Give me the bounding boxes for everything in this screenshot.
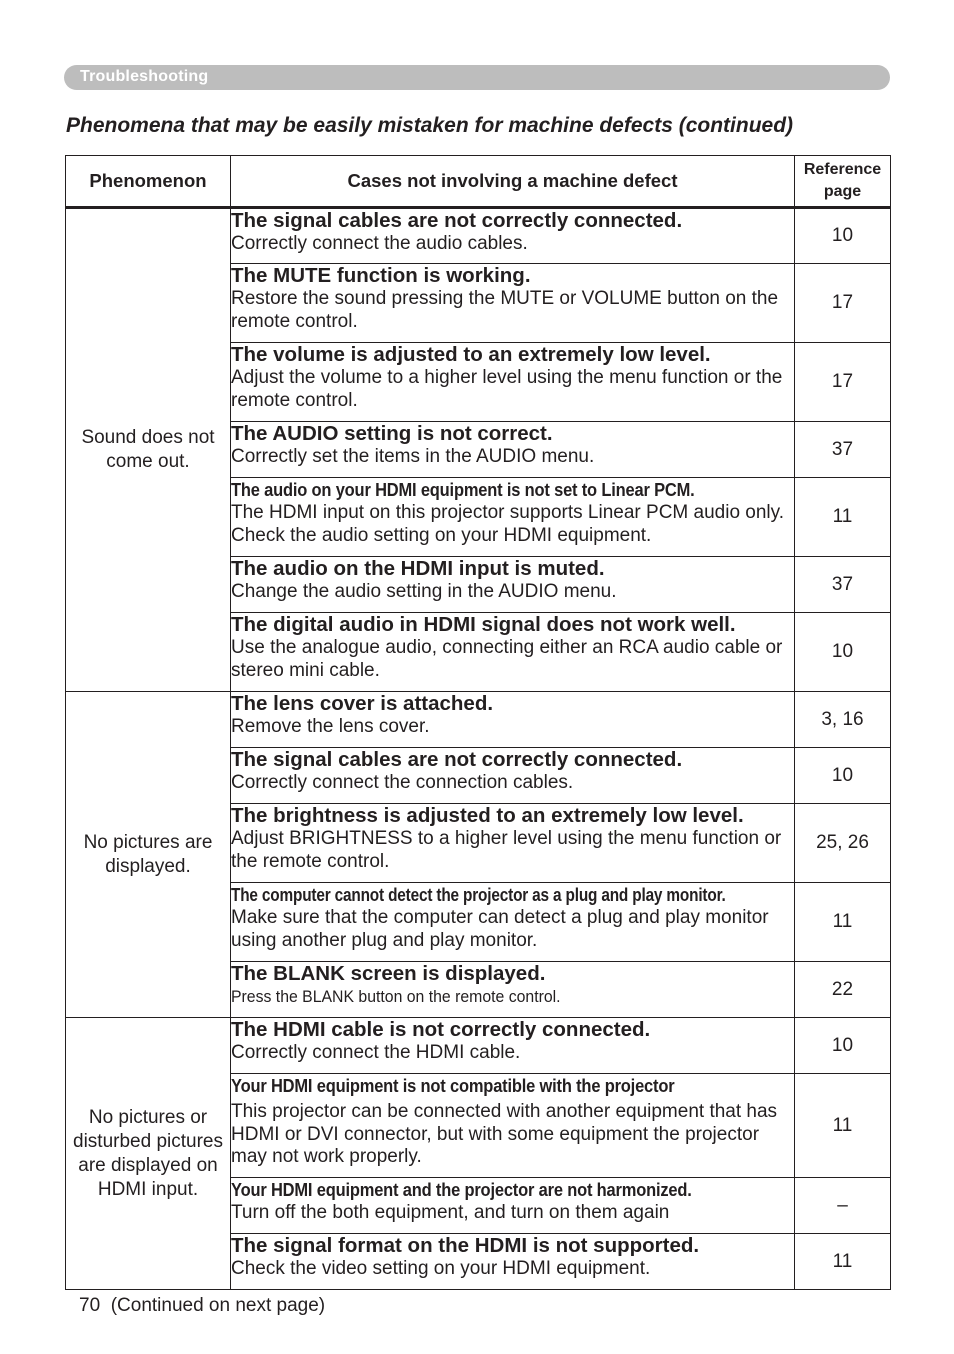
header-reference-line1: Reference: [803, 161, 882, 178]
case-title: The digital audio in HDMI signal does not work well.: [231, 613, 736, 636]
troubleshooting-table: [65, 155, 891, 1290]
reference-page: 22: [795, 962, 891, 1018]
case-cell: [231, 422, 795, 478]
case-title: The BLANK screen is displayed.: [231, 962, 546, 985]
header-reference-line2: page: [823, 183, 862, 200]
case-title: The HDMI cable is not correctly connected.: [231, 1018, 651, 1041]
table-row: [66, 1018, 891, 1074]
case-detail: Correctly connect the connection cables.: [231, 772, 574, 793]
case-title: The audio on your HDMI equipment is not set to Linear PCM.: [231, 479, 695, 500]
table-row: [66, 692, 891, 748]
header-phenomenon: Phenomenon: [66, 156, 231, 208]
case-cell: [231, 748, 795, 804]
case-title: The volume is adjusted to an extremely low level.: [231, 343, 711, 366]
case-title: The audio on the HDMI input is muted.: [231, 557, 605, 580]
case-detail: Correctly set the items in the AUDIO menu.: [231, 446, 595, 467]
case-cell: [231, 478, 795, 557]
case-detail: Adjust BRIGHTNESS to a higher level using the menu function or the remote control.: [231, 828, 782, 872]
case-cell: [231, 1234, 795, 1290]
case-detail: This projector can be connected with another equipment that has HDMI or DVI connector, but with some equipment the projector may not work properly.: [231, 1101, 778, 1167]
reference-page: 37: [795, 557, 891, 613]
case-detail: Remove the lens cover.: [231, 716, 430, 737]
case-cell: [231, 804, 795, 883]
case-title: The signal cables are not correctly connected.: [231, 748, 683, 771]
reference-page: 11: [795, 1234, 891, 1290]
reference-page: 3, 16: [795, 692, 891, 748]
case-cell: [231, 1018, 795, 1074]
case-detail: Change the audio setting in the AUDIO menu.: [231, 581, 617, 602]
case-detail: Adjust the volume to a higher level using the menu function or the remote control.: [231, 367, 783, 411]
case-detail: Correctly connect the HDMI cable.: [231, 1042, 521, 1063]
page-title: Phenomena that may be easily mistaken for machine defects (continued): [66, 114, 794, 137]
case-title: Your HDMI equipment is not compatible with the projector: [231, 1075, 675, 1096]
case-cell: [231, 1074, 795, 1178]
case-title: The lens cover is attached.: [231, 692, 494, 715]
case-detail: Use the analogue audio, connecting either an RCA audio cable or stereo mini cable.: [231, 637, 783, 681]
reference-page: 11: [795, 883, 891, 962]
reference-page: 10: [795, 748, 891, 804]
page-footer: [79, 1295, 325, 1317]
case-cell: [231, 1178, 795, 1234]
header-reference: [795, 156, 891, 208]
header-cases: Cases not involving a machine defect: [231, 156, 795, 208]
reference-page: 11: [795, 1074, 891, 1178]
case-detail: Make sure that the computer can detect a plug and play monitor using another plug and play monitor.: [231, 907, 769, 951]
case-cell: [231, 692, 795, 748]
case-detail: Press the BLANK button on the remote control.: [231, 987, 561, 1006]
reference-page: 17: [795, 343, 891, 422]
reference-page: 10: [795, 208, 891, 264]
continued-note: (Continued on next page): [110, 1295, 326, 1316]
case-title: Your HDMI equipment and the projector are not harmonized.: [231, 1179, 692, 1200]
reference-page: 10: [795, 1018, 891, 1074]
table-header-row: [66, 156, 891, 208]
case-detail: Restore the sound pressing the MUTE or VOLUME button on the remote control.: [231, 288, 779, 332]
case-detail: Turn off the both equipment, and turn on them again: [231, 1202, 670, 1223]
reference-page: 37: [795, 422, 891, 478]
case-cell: [231, 264, 795, 343]
phenomenon-cell: Sound does not come out.: [66, 208, 231, 692]
case-title: The AUDIO setting is not correct.: [231, 422, 553, 445]
case-cell: [231, 883, 795, 962]
case-cell: [231, 962, 795, 1018]
table-row: [66, 208, 891, 264]
reference-page: 17: [795, 264, 891, 343]
phenomenon-cell: No pictures or disturbed pictures are displayed on HDMI input.: [66, 1018, 231, 1290]
case-cell: [231, 557, 795, 613]
case-title: The signal cables are not correctly connected.: [231, 209, 683, 232]
case-cell: [231, 613, 795, 692]
case-cell: [231, 208, 795, 264]
reference-page: 11: [795, 478, 891, 557]
case-title: The MUTE function is working.: [231, 264, 531, 287]
case-cell: [231, 343, 795, 422]
case-detail: The HDMI input on this projector supports Linear PCM audio only. Check the audio setting on your HDMI equipment.: [231, 502, 785, 546]
section-title: Troubleshooting: [80, 68, 209, 85]
case-title: The computer cannot detect the projector as a plug and play monitor.: [231, 884, 726, 905]
case-detail: Check the video setting on your HDMI equipment.: [231, 1258, 651, 1279]
phenomenon-cell: No pictures are displayed.: [66, 692, 231, 1018]
reference-page: 10: [795, 613, 891, 692]
case-title: The brightness is adjusted to an extremely low level.: [231, 804, 744, 827]
reference-page: 25, 26: [795, 804, 891, 883]
case-title: The signal format on the HDMI is not supported.: [231, 1234, 700, 1257]
case-detail: Correctly connect the audio cables.: [231, 233, 528, 254]
reference-page: –: [795, 1178, 891, 1234]
section-header-bar: [64, 65, 890, 90]
page-number: 70: [79, 1295, 101, 1316]
